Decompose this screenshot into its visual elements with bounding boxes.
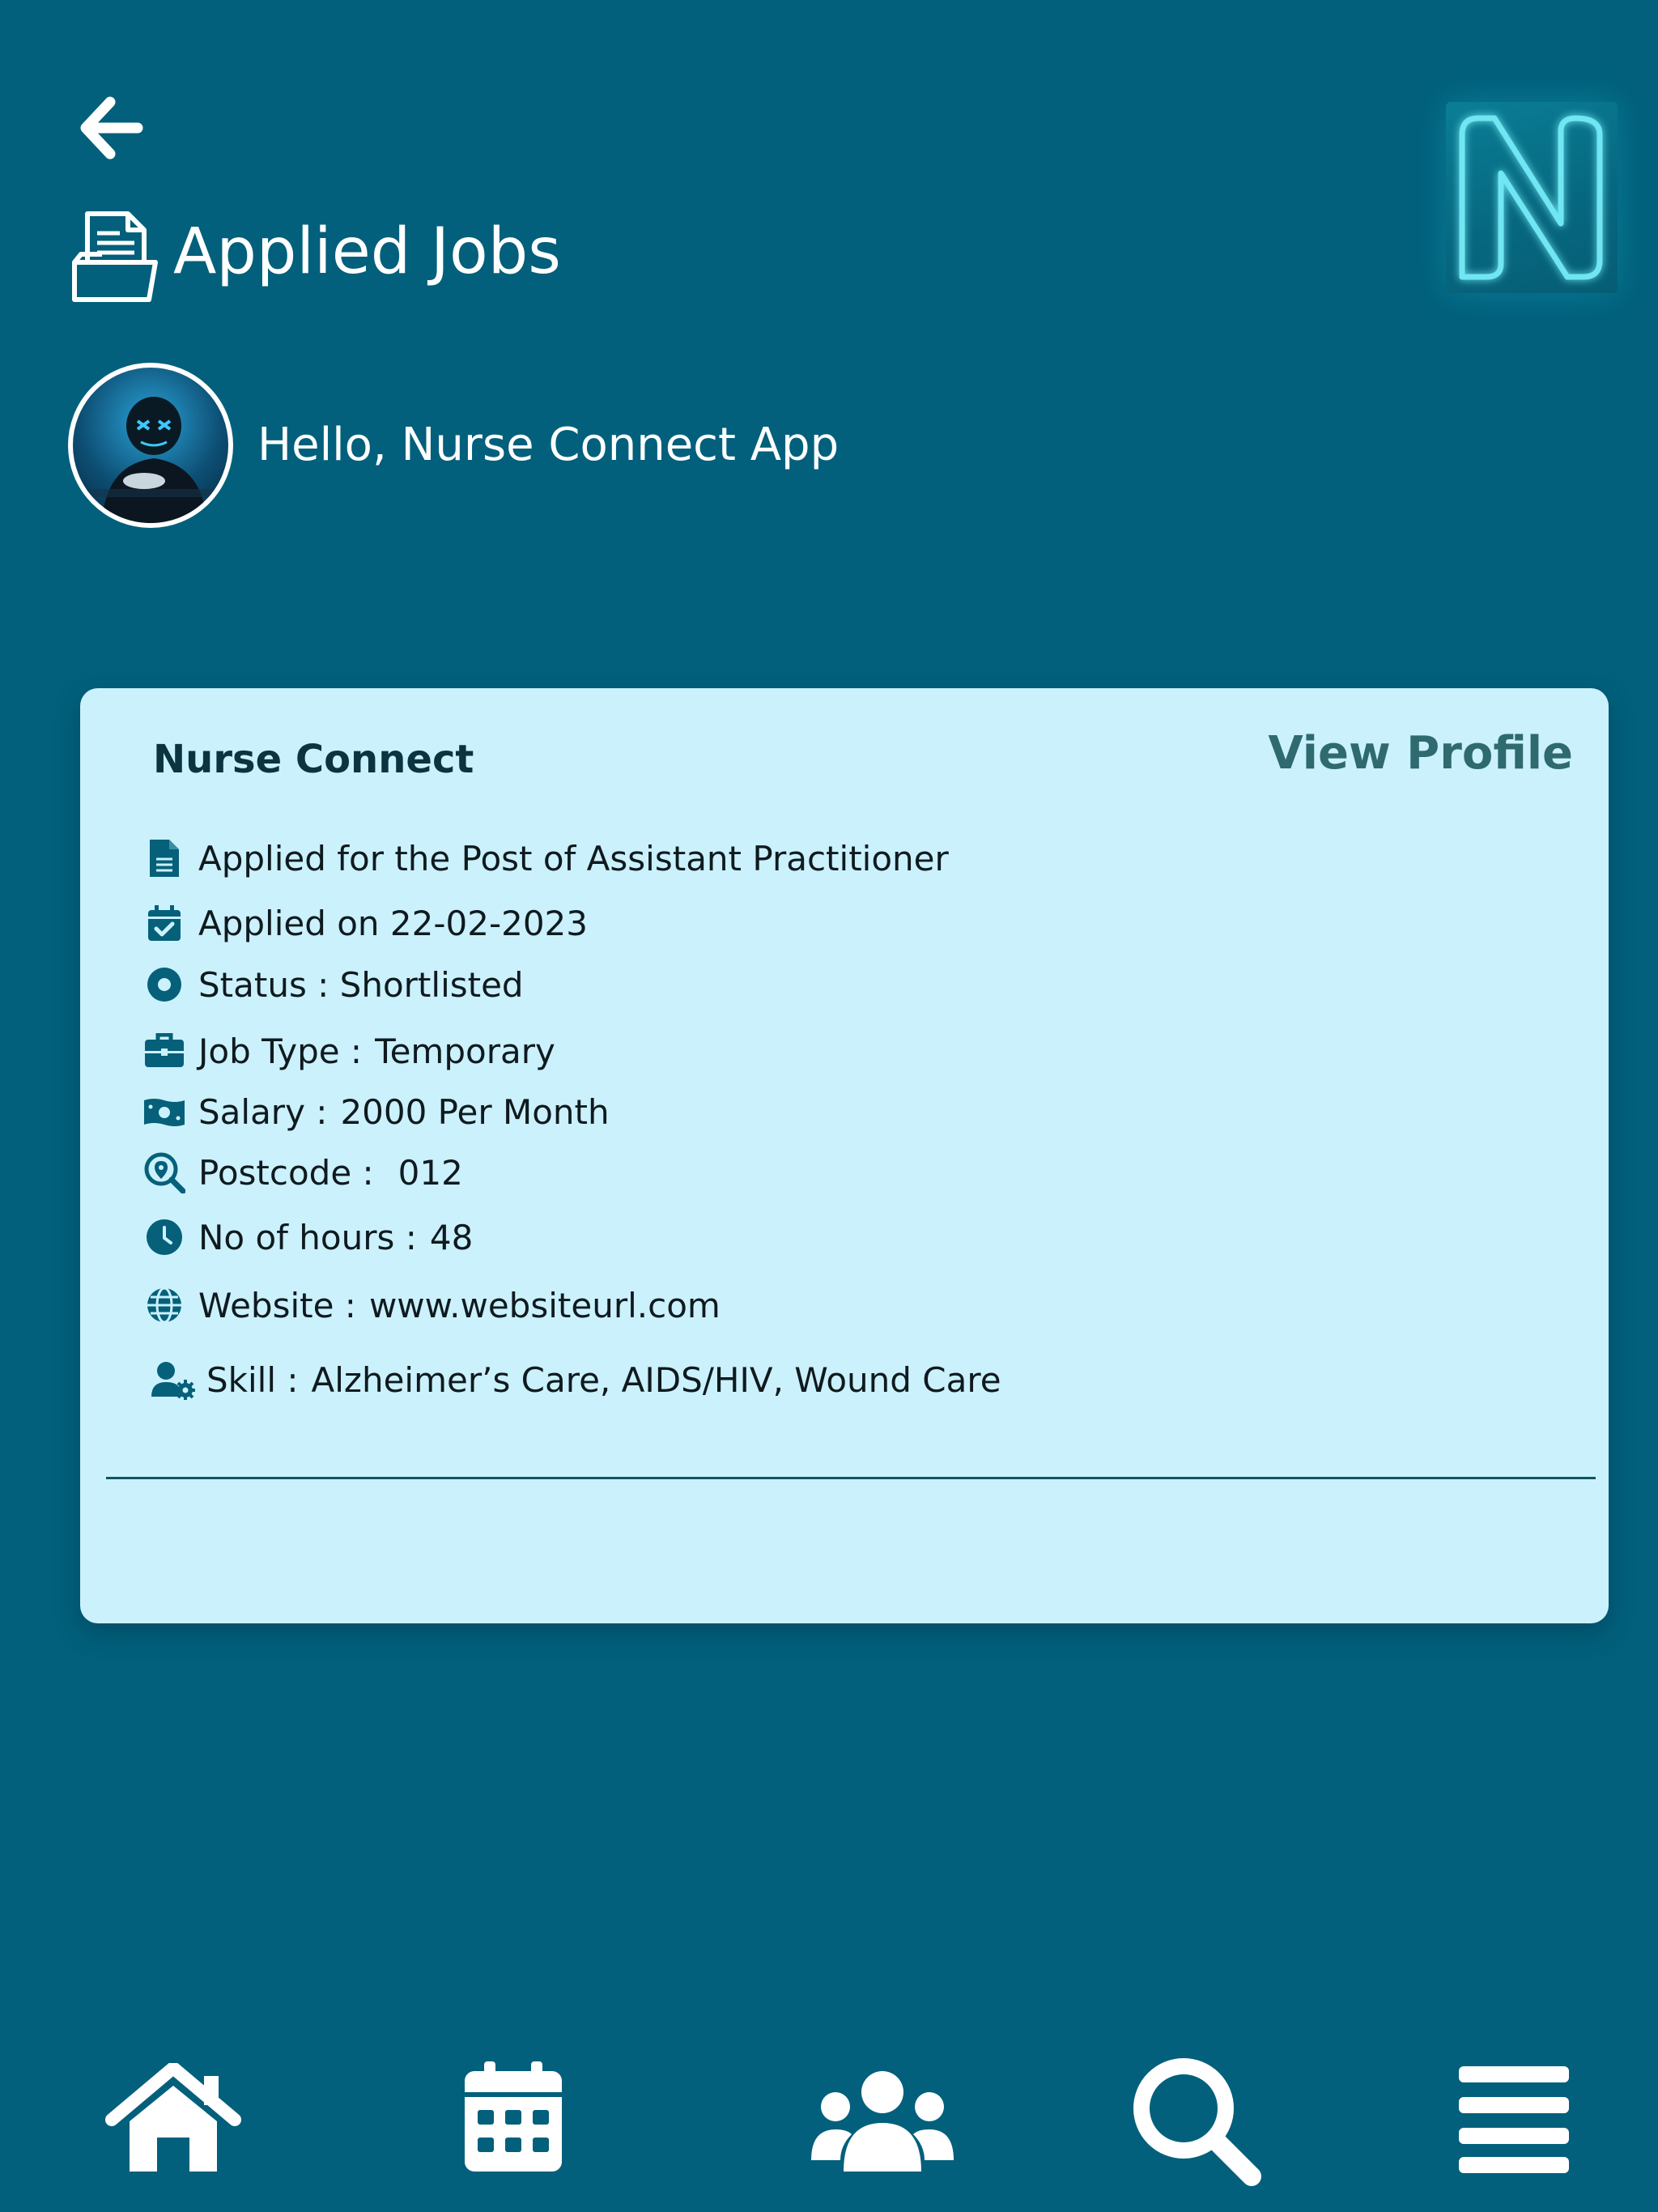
company-name: Nurse Connect <box>153 737 474 782</box>
file-icon <box>142 836 187 881</box>
status-text: Status : Shortlisted <box>198 964 524 1005</box>
n-logo-icon <box>1446 102 1618 293</box>
applied-job-card[interactable] <box>80 688 1609 1623</box>
arrow-left-icon <box>78 96 147 160</box>
salary-row <box>142 1087 610 1136</box>
job-post-text: Applied for the Post of Assistant Practitioner <box>198 838 949 878</box>
calendar-check-icon <box>142 900 187 946</box>
salary-value: 2000 Per Month <box>340 1091 610 1132</box>
greeting-text: Hello, Nurse Connect App <box>257 419 840 471</box>
nav-users-button[interactable] <box>811 2069 954 2175</box>
hours-row <box>142 1213 473 1261</box>
nav-calendar-button[interactable] <box>463 2060 563 2173</box>
website-row <box>142 1281 721 1329</box>
skill-label: Skill : <box>206 1359 299 1400</box>
briefcase-icon <box>142 1028 187 1074</box>
job-post-row <box>142 834 949 883</box>
applied-on-text: Applied on 22-02-2023 <box>198 903 588 943</box>
hours-label: No of hours : <box>198 1217 417 1257</box>
search-icon <box>1130 2055 1263 2188</box>
postcode-row <box>142 1148 463 1197</box>
user-photo-icon <box>73 368 228 523</box>
website-value[interactable]: www.websiteurl.com <box>368 1285 721 1325</box>
back-button[interactable] <box>78 96 147 160</box>
clock-icon <box>142 1214 187 1260</box>
skill-row <box>150 1355 1001 1404</box>
applied-on-row <box>142 899 588 947</box>
view-profile-link[interactable]: View Profile <box>1268 727 1573 780</box>
skill-value: Alzheimer’s Care, AIDS/HIV, Wound Care <box>311 1359 1001 1400</box>
page-title: Applied Jobs <box>173 215 561 288</box>
globe-icon <box>142 1283 187 1328</box>
menu-icon <box>1457 2061 1571 2175</box>
status-row <box>142 960 524 1009</box>
nav-search-button[interactable] <box>1130 2055 1263 2188</box>
website-label: Website : <box>198 1285 356 1325</box>
nav-home-button[interactable] <box>105 2063 241 2176</box>
user-cog-icon <box>150 1357 195 1402</box>
money-bill-icon <box>142 1089 187 1134</box>
app-logo <box>1446 102 1618 293</box>
home-icon <box>105 2063 241 2176</box>
avatar[interactable] <box>68 363 233 528</box>
postcode-label: Postcode : <box>198 1152 374 1193</box>
calendar-icon <box>463 2060 563 2173</box>
nav-menu-button[interactable] <box>1457 2061 1571 2175</box>
job-type-value: Temporary <box>375 1031 555 1071</box>
dot-circle-icon <box>142 962 187 1007</box>
salary-label: Salary : <box>198 1091 328 1132</box>
job-type-label: Job Type : <box>198 1031 363 1071</box>
search-location-icon <box>142 1150 187 1195</box>
postcode-value: 012 <box>397 1152 463 1193</box>
card-divider <box>106 1477 1596 1479</box>
job-type-row <box>142 1027 555 1075</box>
users-icon <box>811 2069 954 2175</box>
document-folder-icon <box>70 209 159 304</box>
hours-value: 48 <box>429 1217 474 1257</box>
